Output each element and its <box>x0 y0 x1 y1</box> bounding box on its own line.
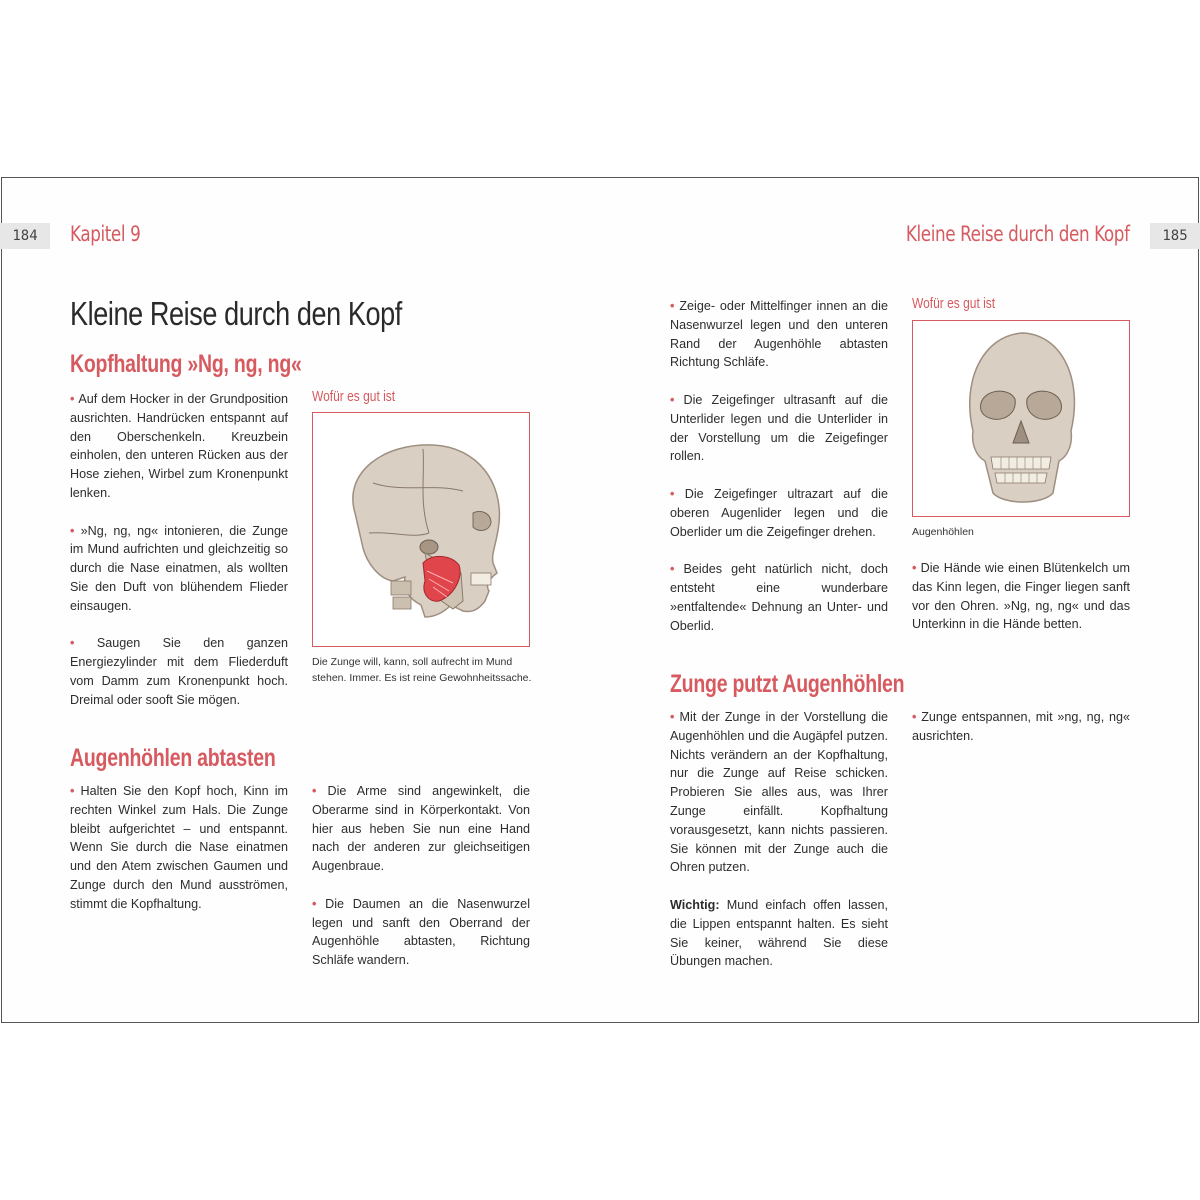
page-number-left: 184 <box>0 223 50 249</box>
bullet: • <box>312 896 326 911</box>
paragraph <box>670 708 888 877</box>
bullet: • <box>912 710 922 724</box>
text-column-zunge-2 <box>912 708 1130 746</box>
paragraph-text: Zeige- oder Mittelfinger innen an die Nasenwurzel legen und den unteren Rand der Augenhöhle abtasten Richtung Schläfe. <box>670 299 888 370</box>
skull-side-illustration <box>312 412 530 647</box>
figure-label-left: Wofür es gut ist <box>312 388 396 405</box>
bullet: • <box>912 561 921 575</box>
chapter-title: Kleine Reise durch den Kopf <box>70 295 402 332</box>
paragraph-text: Die Zeigefinger ultrasanft auf die Unterlider legen und die Unterlider in der Vorstellung um die Zeigefinger rollen. <box>670 392 888 464</box>
bullet: • <box>312 784 328 798</box>
bullet: • <box>670 486 685 501</box>
paragraph-text: Halten Sie den Kopf hoch, Kinn im rechten Winkel zum Hals. Die Zunge bleibt aufgerichtet – und entspannt. Wenn Sie durch die Nase einatmen und den Atem zwischen Gaumen und Zunge durch den Mund ausströmen, stimmt die Kopfhaltung. <box>70 784 288 911</box>
paragraph-text: Beides geht natürlich nicht, doch entsteht eine wunderbare »entfaltende« Dehnung an Unter- und Oberlid. <box>670 562 888 633</box>
paragraph <box>670 485 888 541</box>
paragraph <box>70 782 288 914</box>
paragraph-text: Die Daumen an die Nasenwurzel legen und sanft den Oberrand der Augenhöhle abtasten, Richtung Schläfe wandern. <box>312 896 530 968</box>
paragraph <box>312 782 530 876</box>
paragraph-text: Mit der Zunge in der Vorstellung die Augenhöhlen und die Augäpfel putzen. Nichts verändern an der Kopfhaltung, nur die Zunge auf Reise schicken. Probieren Sie alles aus, was Ihrer Zunge einfällt. Kopfhaltung vorausgesetzt, kann nichts passieren. Sie können mit der Zunge auch die Ohren putzen. <box>670 710 888 875</box>
paragraph-text: Die Arme sind angewinkelt, die Oberarme sind in Körperkontakt. Von hier aus heben Sie nun eine Hand nach der anderen zur gleichseitigen Augenbraue. <box>312 784 530 874</box>
text-column-abtasten-3 <box>670 297 888 635</box>
bullet: • <box>70 523 81 538</box>
running-head-left: Kapitel 9 <box>70 222 141 246</box>
paragraph-text: Zunge entspannen, mit »ng, ng, ng« ausrichten. <box>912 710 1130 743</box>
heading-kopfhaltung: Kopfhaltung »Ng, ng, ng« <box>70 350 302 378</box>
bullet: • <box>70 392 79 406</box>
heading-zunge-putzt: Zunge putzt Augenhöhlen <box>670 670 905 698</box>
figure-caption-right: Augenhöhlen <box>912 526 974 538</box>
text-column-kopfhaltung <box>70 390 288 710</box>
paragraph-text: Auf dem Hocker in der Grundposition ausrichten. Handrücken entspannt auf den Oberschenkeln. Kreuzbein einholen, den unteren Rücken aus der Hose ziehen, Wirbel zum Kronenpunkt lenken. <box>70 392 288 500</box>
paragraph <box>670 391 888 466</box>
bullet: • <box>670 562 684 577</box>
text-column-abtasten-1 <box>70 782 288 914</box>
skull-front-illustration <box>912 320 1130 517</box>
text-column-zunge-1 <box>670 708 888 971</box>
paragraph-text: »Ng, ng, ng« intonieren, die Zunge im Mund aufrichten und gleichzeitig so durch die Nase einatmen, als wollten Sie den Duft von blühendem Flieder einsaugen. <box>70 523 288 613</box>
bullet: • <box>70 636 97 651</box>
text-column-abtasten-2 <box>312 782 530 970</box>
paragraph <box>670 297 888 372</box>
bullet: • <box>670 392 684 407</box>
bullet: • <box>670 299 680 313</box>
bullet: • <box>670 710 680 724</box>
skull-front-image <box>913 321 1129 516</box>
important-label: Wichtig: <box>670 897 720 912</box>
paragraph <box>912 708 1130 746</box>
paragraph <box>670 560 888 635</box>
paragraph <box>70 390 288 503</box>
paragraph <box>312 895 530 970</box>
heading-augenhoehlen-abtasten: Augenhöhlen abtasten <box>70 744 276 772</box>
paragraph-text: Die Zeigefinger ultrazart auf die oberen Augenlider legen und die Oberlider um die Zeigefinger drehen. <box>670 486 888 539</box>
paragraph <box>70 634 288 709</box>
text-column-abtasten-4 <box>912 559 1130 634</box>
paragraph-text: Die Hände wie einen Blütenkelch um das Kinn legen, die Finger liegen sanft vor den Ohren. »Ng, ng, ng« und das Unterkinn in die Hände betten. <box>912 561 1130 632</box>
figure-label-right: Wofür es gut ist <box>912 295 996 312</box>
skull-side-image <box>313 413 529 646</box>
important-note <box>670 896 888 971</box>
page-number-right: 185 <box>1150 223 1200 249</box>
figure-caption-left: Die Zunge will, kann, soll aufrecht im Mund stehen. Immer. Es ist reine Gewohnheitssache. <box>312 656 532 684</box>
bullet: • <box>70 784 81 798</box>
important-text: Mund einfach offen lassen, die Lippen entspannt halten. Es sieht Sie keiner, während Sie diese Übungen machen. <box>670 897 888 969</box>
paragraph <box>912 559 1130 634</box>
running-head-right: Kleine Reise durch den Kopf <box>906 222 1130 246</box>
paragraph <box>70 522 288 616</box>
paragraph-text: Saugen Sie den ganzen Energiezylinder mit dem Fliederduft vom Damm zum Kronenpunkt hoch. Dreimal oder sooft Sie mögen. <box>70 636 288 707</box>
